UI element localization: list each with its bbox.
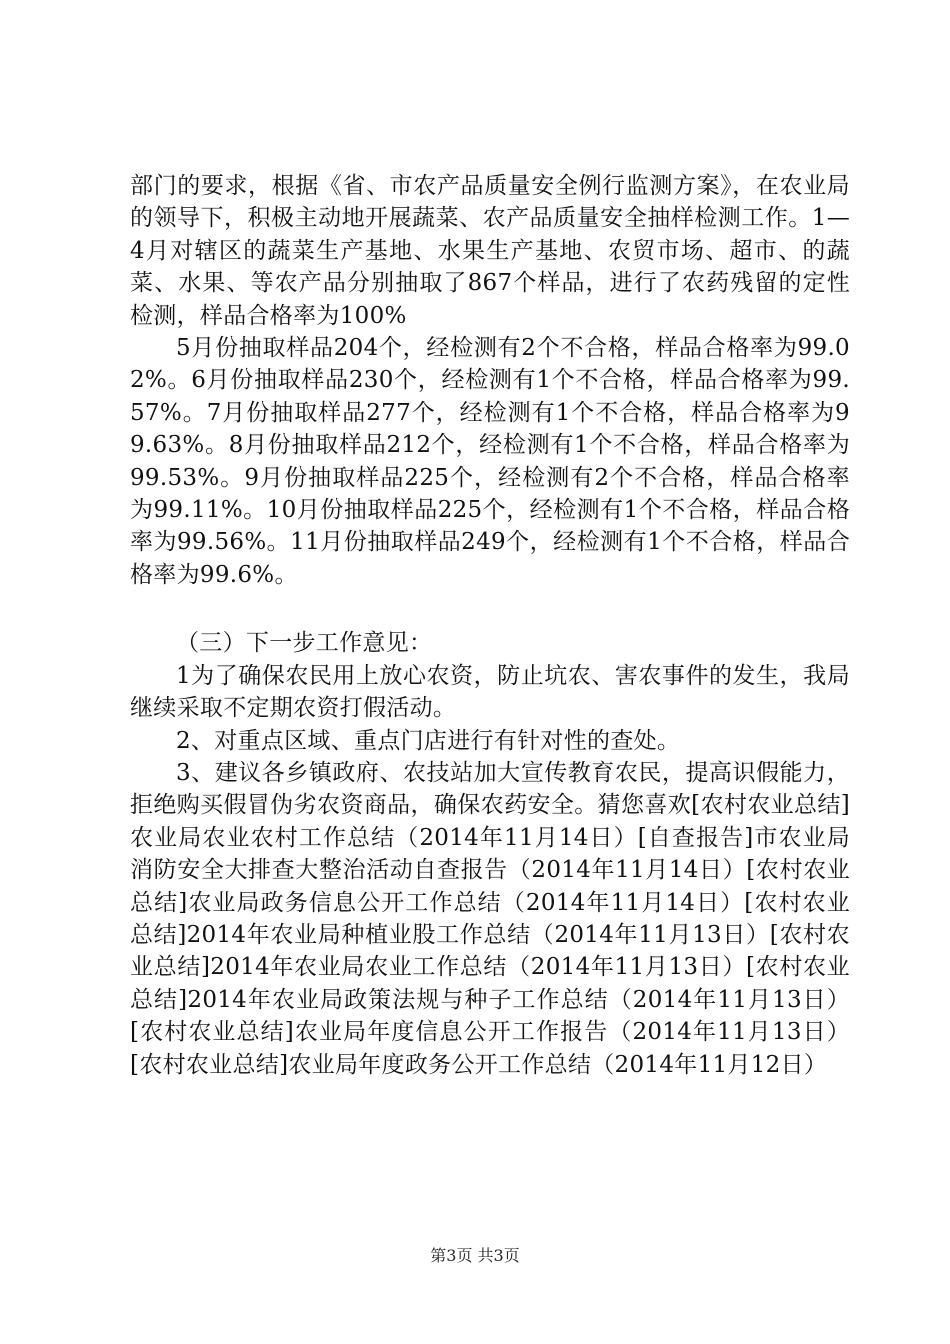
paragraph-item-1: 1为了确保农民用上放心农资，防止坑农、害农事件的发生，我局继续采取不定期农资打假活动。	[130, 662, 850, 722]
document-body	[130, 170, 850, 1081]
paragraph-monthly-results: 5月份抽取样品204个，经检测有2个不合格，样品合格率为99.02%。6月份抽取样品230个，经检测有1个不合格，样品合格率为99.57%。7月份抽取样品277个，经检测有1个不合格，样品合格率为99.63%。8月份抽取样品212个，经检测有1个不合格，样品合格率为99.53%。9月份抽取样品225个，经检测有2个不合格，样品合格率为99.11%。10月份抽取样品225个，经检测有1个不合格，样品合格率为99.56%。11月份抽取样品249个，经检测有1个不合格，样品合格率为99.6%。	[130, 335, 850, 588]
paragraph-item-3-related: 3、建议各乡镇政府、农技站加大宣传教育农民，提高识假能力，拒绝购买假冒伪劣农资商品，确保农药安全。猜您喜欢[农村农业总结]农业局农业农村工作总结（2014年11月14日）[自查报告]市农业局消防安全大排查大整治活动自查报告（2014年11月14日）[农村农业总结]农业局政务信息公开工作总结（2014年11月14日）[农村农业总结]2014年农业局种植业股工作总结（2014年11月13日）[农村农业总结]2014年农业局农业工作总结（2014年11月13日）[农村农业总结]2014年农业局政策法规与种子工作总结（2014年11月13日）[农村农业总结]农业局年度信息公开工作报告（2014年11月13日）[农村农业总结]农业局年度政务公开工作总结（2014年11月12日）	[130, 759, 850, 1078]
section-heading-next-steps: （三）下一步工作意见：	[176, 630, 433, 657]
page-number-footer: 第3页 共3页	[430, 1246, 520, 1265]
paragraph-sampling-intro: 部门的要求，根据《省、市农产品质量安全例行监测方案》，在农业局的领导下，积极主动地开展蔬菜、农产品质量安全抽样检测工作。1—4月对辖区的蔬菜生产基地、水果生产基地、农贸市场、超市、的蔬菜、水果、等农产品分别抽取了867个样品，进行了农药残留的定性检测，样品合格率为100%	[130, 173, 850, 329]
paragraph-item-2: 2、对重点区域、重点门店进行有针对性的查处。	[176, 727, 681, 754]
